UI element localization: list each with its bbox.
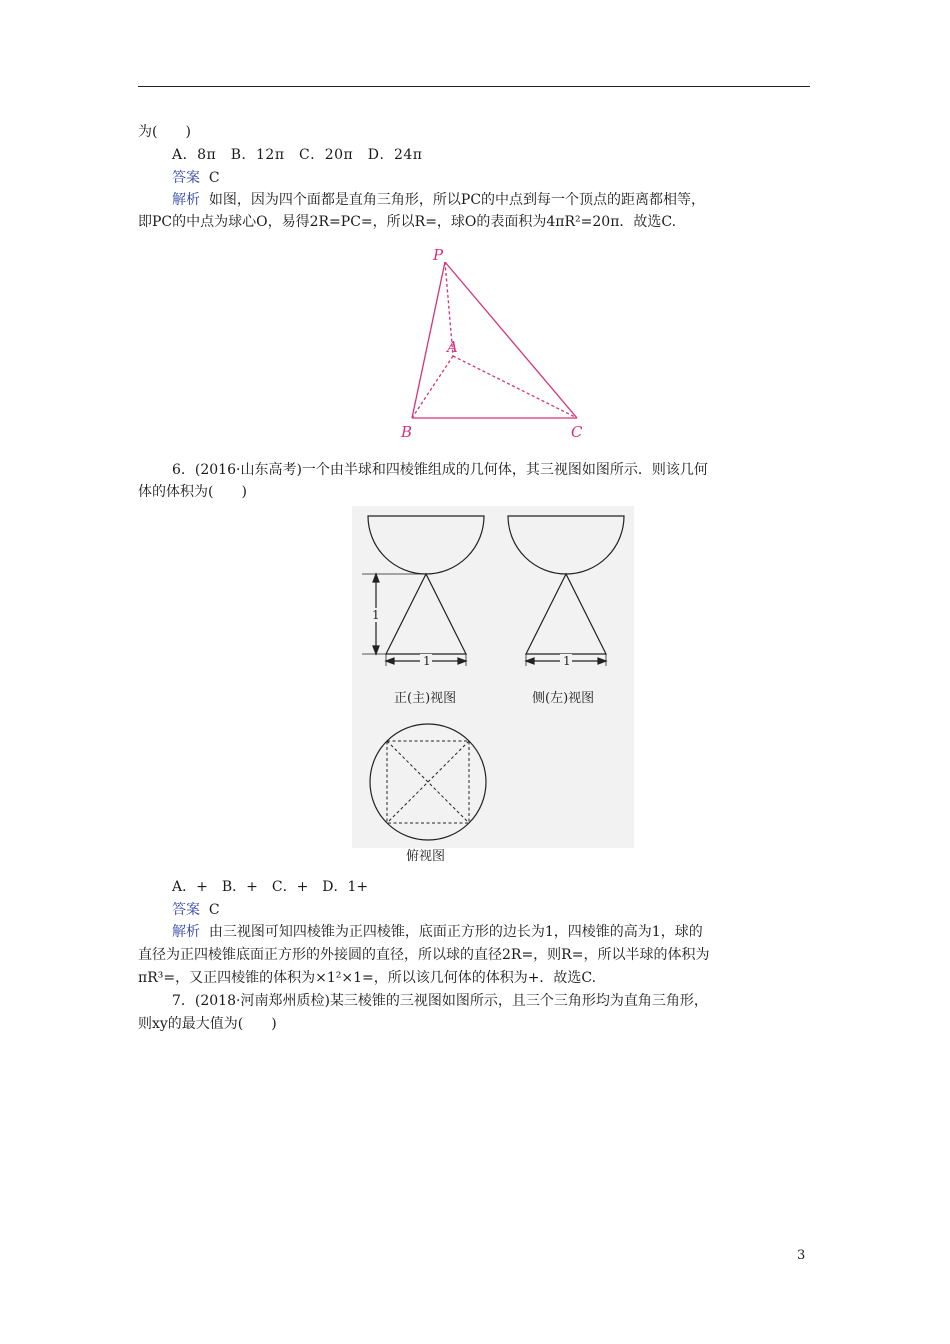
q6-answer-label: 答案 bbox=[172, 902, 200, 918]
label-B: B bbox=[401, 423, 413, 441]
front-width-label: 1 bbox=[423, 654, 431, 668]
label-C: C bbox=[571, 423, 583, 441]
q6-answer-value: C bbox=[208, 902, 220, 918]
height-label: 1 bbox=[372, 608, 380, 622]
q5-answer-label: 答案 bbox=[172, 170, 200, 186]
q5-analysis-line1 bbox=[172, 190, 810, 210]
q7-stem-line2: 则xy的最大值为( ) bbox=[138, 1016, 277, 1032]
q6-answer bbox=[172, 900, 810, 920]
q5-answer bbox=[172, 168, 810, 188]
page-number: 3 bbox=[797, 1248, 806, 1263]
q6-analysis-label: 解析 bbox=[172, 924, 200, 940]
q6-analysis-line1 bbox=[172, 922, 810, 942]
q5-stem-tail: 为( ) bbox=[138, 124, 191, 140]
label-A: A bbox=[447, 338, 458, 356]
q5-answer-value: C bbox=[208, 170, 220, 186]
q6-three-view-figure bbox=[352, 506, 634, 864]
edge-AC bbox=[453, 356, 577, 418]
q5-analysis-line2: 即PC的中点为球心O，易得2R=PC=，所以R=，球O的表面积为4πR²=20π．故选C. bbox=[138, 214, 677, 230]
side-width-label: 1 bbox=[563, 654, 571, 668]
top-view-caption: 俯视图 bbox=[406, 849, 446, 864]
header-rule bbox=[138, 86, 810, 87]
q5-tetrahedron-figure bbox=[395, 240, 605, 445]
q5-options: A．8π B．12π C．20π D．24π bbox=[172, 147, 423, 163]
q6-stem-line2: 体的体积为( ) bbox=[138, 484, 247, 500]
front-view-caption: 正(主)视图 bbox=[394, 691, 457, 706]
q5-analysis-text1: 如图，因为四个面都是直角三角形，所以PC的中点到每一个顶点的距离都相等， bbox=[208, 192, 706, 208]
edge-PC bbox=[445, 262, 577, 418]
q5-analysis-label: 解析 bbox=[172, 192, 200, 208]
q6-stem-line1: 6．(2016·山东高考)一个由半球和四棱锥组成的几何体，其三视图如图所示．则该几何 bbox=[172, 462, 708, 478]
q6-analysis-line2: 直径为正四棱锥底面正方形的外接圆的直径，所以球的直径2R=，则R=，所以半球的体积为 bbox=[138, 947, 710, 963]
q6-analysis-line3: πR³=，又正四棱锥的体积为×1²×1=，所以该几何体的体积为+．故选C. bbox=[138, 970, 597, 986]
label-P: P bbox=[433, 246, 444, 264]
side-view-caption: 侧(左)视图 bbox=[532, 691, 595, 706]
q7-stem-line1: 7．(2018·河南郑州质检)某三棱锥的三视图如图所示，且三个三角形均为直角三角形， bbox=[172, 993, 708, 1009]
q6-options: A．+ B．+ C．+ D．1+ bbox=[172, 879, 369, 895]
edge-PB bbox=[412, 262, 445, 418]
q6-analysis-text1: 由三视图可知四棱锥为正四棱锥，底面正方形的边长为1，四棱锥的高为1，球的 bbox=[208, 924, 703, 940]
